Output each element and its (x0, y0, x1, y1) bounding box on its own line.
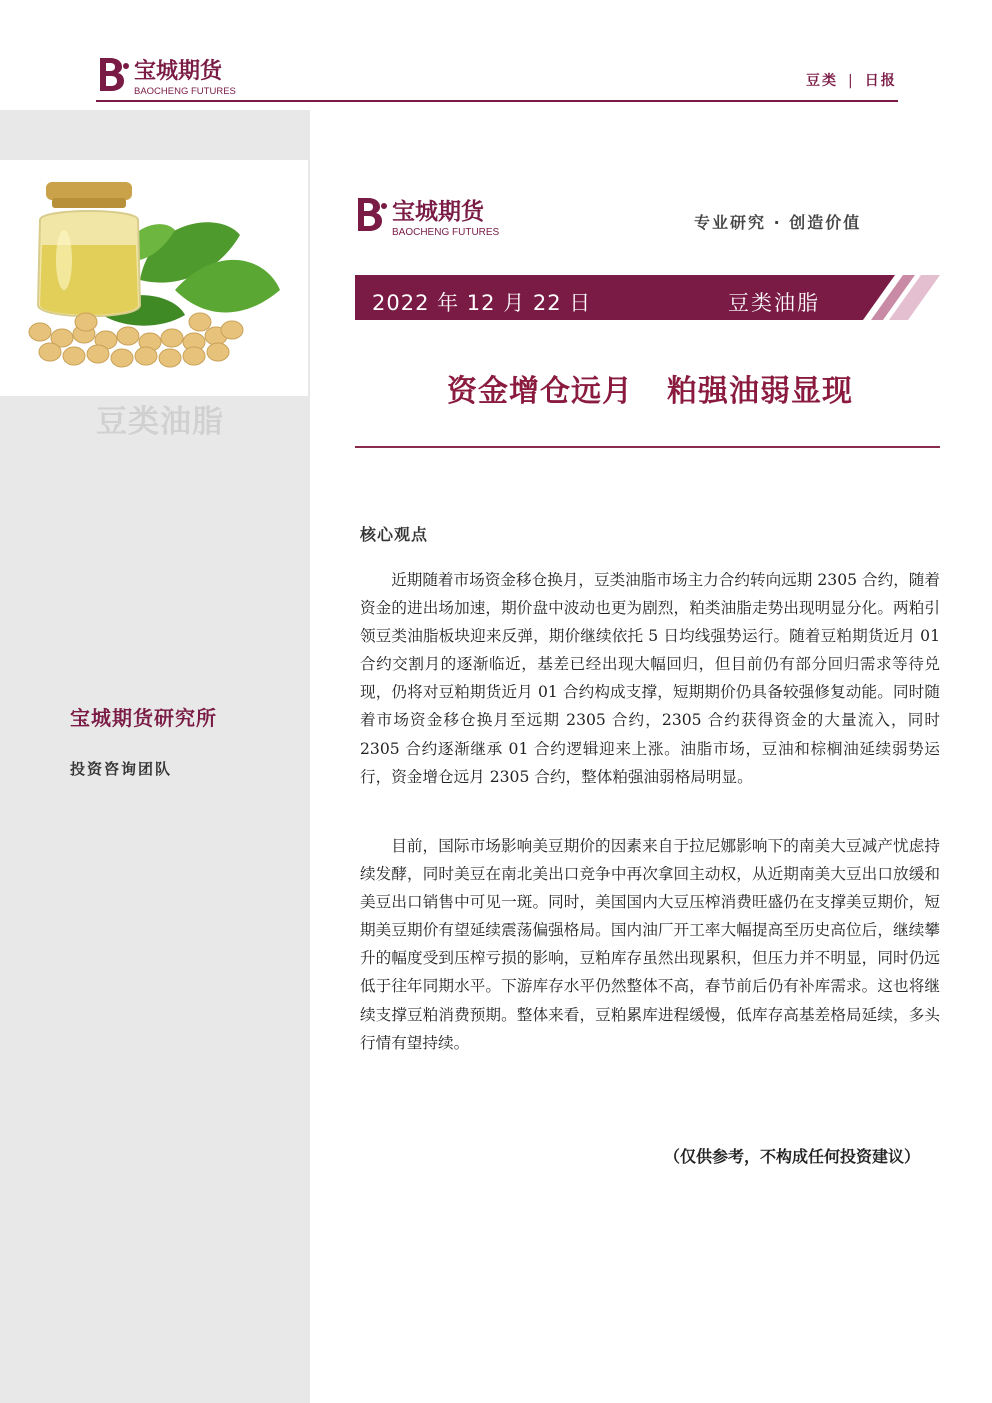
paragraph-1: 近期随着市场资金移仓换月，豆类油脂市场主力合约转向远期 2305 合约，随着资金的进出场加速，期价盘中波动也更为剧烈，粕类油脂走势出现明显分化。两粕引领豆类油脂板块迎来反弹，期价继续依托 5 日均线强势运行。随着豆粕期货近月 01 合约交割月的逐渐临近，基差已经出现大幅回归，但目前仍有部分回归需求等待兑现，仍将对豆粕期货近月 01 合约构成支撑，短期期价仍具备较强修复动能。同时随着市场资金移仓换月至远期 2305 合约，2305 合约获得资金的大量流入，同时 2305 合约逐渐继承 01 合约逻辑迎来上涨。油脂市场，豆油和棕榈油延续弱势运行，资金增仓远月 2305 合约，整体粕强油弱格局明显。 (360, 571, 940, 786)
brand-logo-header (96, 52, 256, 98)
institute-name: 宝城期货研究所 (70, 706, 217, 730)
sidebar-category: 豆类油脂 (96, 404, 224, 440)
disclaimer: （仅供参考，不构成任何投资建议） (664, 1147, 921, 1166)
slogan: 专业研究 · 创造价值 (694, 213, 862, 232)
product-image (0, 160, 308, 396)
report-date: 2022 年 12 月 22 日 (372, 291, 592, 315)
headline-divider (355, 446, 940, 448)
headline-part-2: 粕强油弱显现 (667, 374, 853, 409)
soybean-oil-illustration (0, 160, 308, 396)
headline (356, 366, 944, 410)
brand-logo-main (354, 192, 520, 240)
team-name: 投资咨询团队 (70, 760, 173, 778)
tag-category: 豆类 (806, 73, 838, 89)
report-tags (806, 70, 897, 90)
section-title: 核心观点 (360, 525, 429, 544)
tag-separator: | (848, 73, 855, 89)
header-divider (96, 100, 898, 102)
headline-part-1: 资金增仓远月 (447, 374, 633, 409)
brand-name-cn: 宝城期货 (134, 58, 223, 84)
tag-type: 日报 (864, 73, 897, 89)
report-category: 豆类油脂 (728, 291, 820, 315)
brand-name-en: BAOCHENG FUTURES (134, 86, 236, 97)
paragraph-2: 目前，国际市场影响美豆期价的因素来自于拉尼娜影响下的南美大豆减产忧虑持续发酵，同时美豆在南北美出口竞争中再次拿回主动权，从近期南美大豆出口放缓和美豆出口销售中可见一斑。同时，美国国内大豆压榨消费旺盛仍在支撑美豆期价，短期美豆期价有望延续震荡偏强格局。国内油厂开工率大幅提高至历史高位后，继续攀升的幅度受到压榨亏损的影响，豆粕库存虽然出现累积，但压力并不明显，同时仍远低于往年同期水平。下游库存水平仍然整体不高，春节前后仍有补库需求。这也将继续支撑豆粕消费预期。整体来看，豆粕累库进程缓慢，低库存高基差格局延续，多头行情有望持续。 (360, 837, 940, 1052)
main-brand-name-en: BAOCHENG FUTURES (392, 227, 500, 238)
main-brand-name-cn: 宝城期货 (392, 198, 484, 225)
